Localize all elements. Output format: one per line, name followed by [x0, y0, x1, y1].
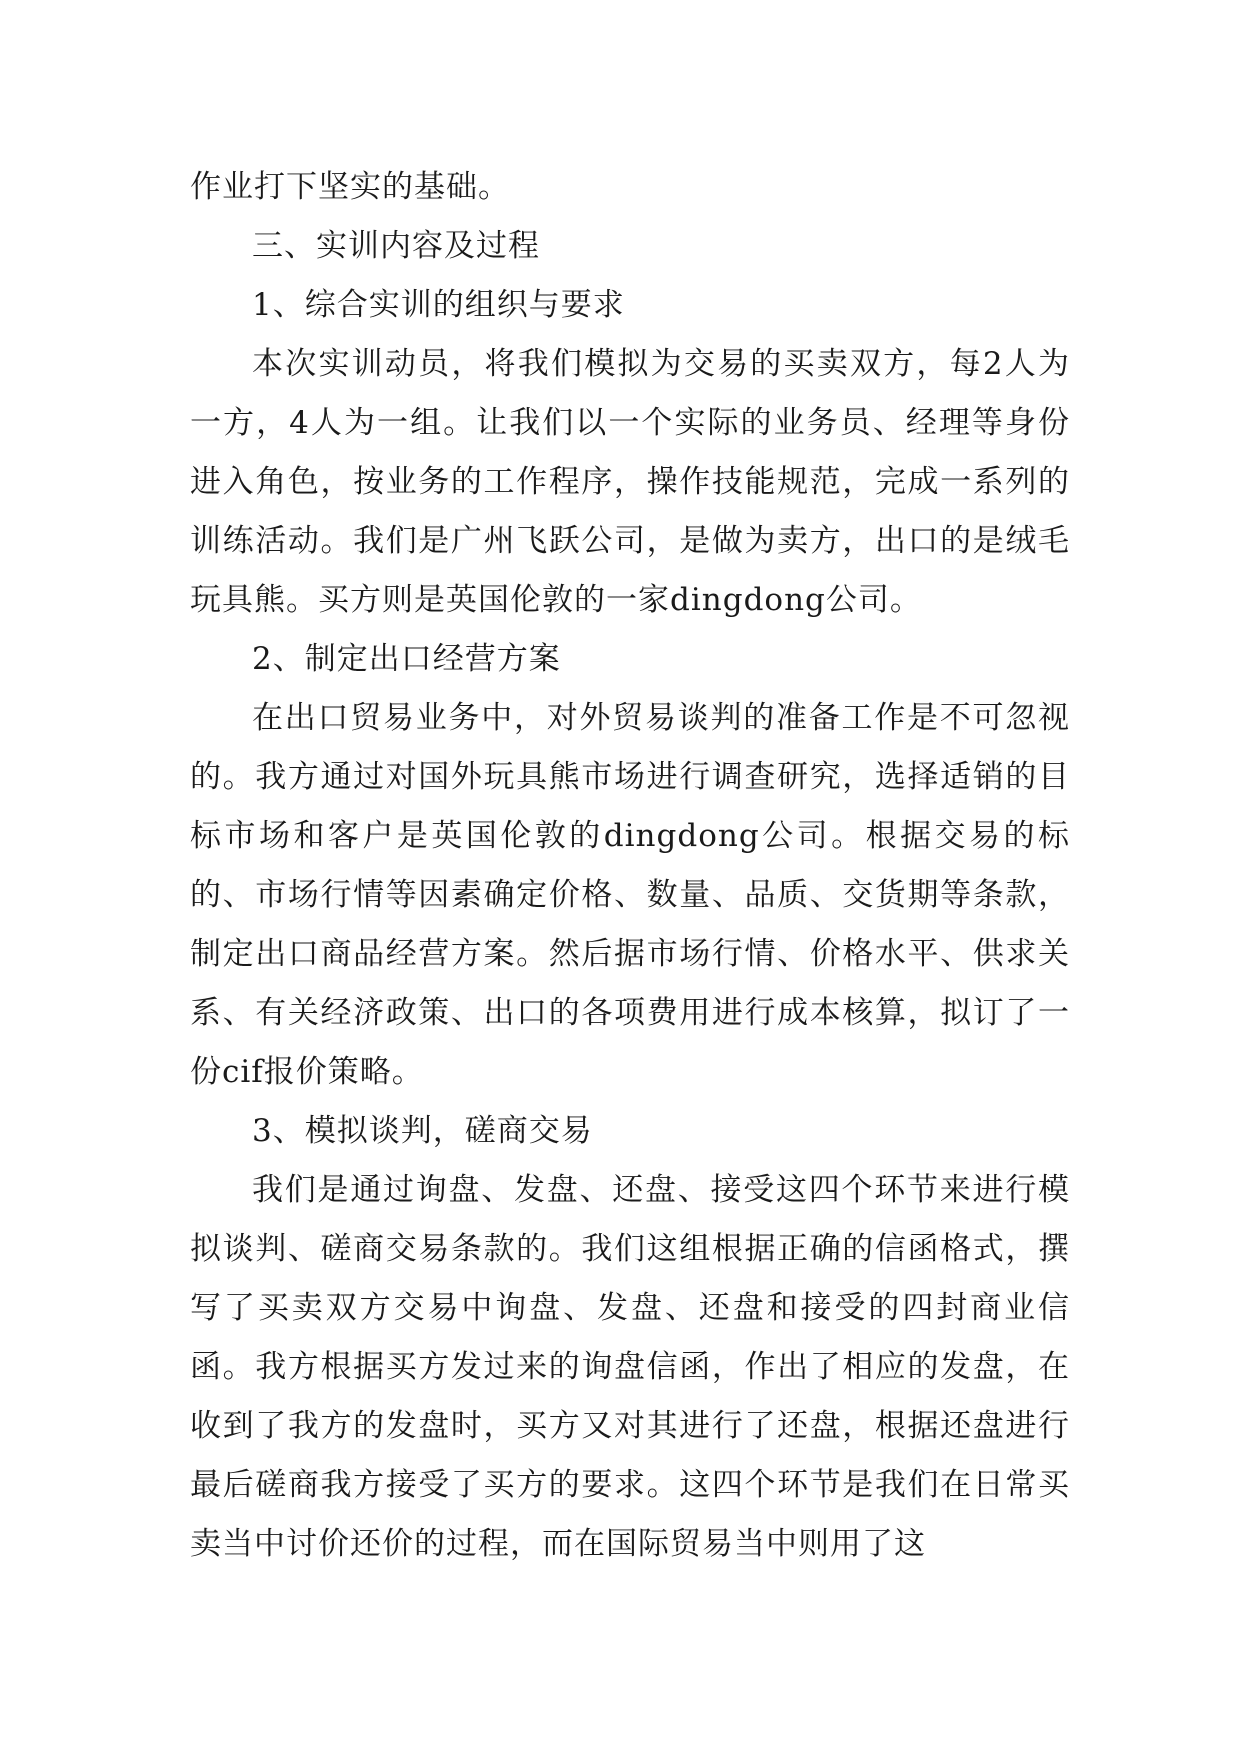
subsection-heading-2: 2、制定出口经营方案: [252, 641, 561, 677]
paragraph-organization: 本次实训动员，将我们模拟为交易的买卖双方，每2人为一方，4人为一组。让我们以一个实际的业务员、经理等身份进入角色，按业务的工作程序，操作技能规范，完成一系列的训练活动。我们是广州飞跃公司，是做为卖方，出口的是绒毛玩具熊。买方则是英国伦敦的一家dingdong公司。: [190, 346, 1070, 618]
body-text: [190, 158, 1070, 1574]
paragraph-export-plan: 在出口贸易业务中，对外贸易谈判的准备工作是不可忽视的。我方通过对国外玩具熊市场进行调查研究，选择适销的目标市场和客户是英国伦敦的dingdong公司。根据交易的标的、市场行情等因素确定价格、数量、品质、交货期等条款，制定出口商品经营方案。然后据市场行情、价格水平、供求关系、有关经济政策、出口的各项费用进行成本核算，拟订了一份cif报价策略。: [190, 700, 1070, 1090]
subsection-heading-1: 1、综合实训的组织与要求: [252, 287, 625, 323]
section-heading: 三、实训内容及过程: [252, 228, 540, 264]
paragraph-negotiation: 我们是通过询盘、发盘、还盘、接受这四个环节来进行模拟谈判、磋商交易条款的。我们这组根据正确的信函格式，撰写了买卖双方交易中询盘、发盘、还盘和接受的四封商业信函。我方根据买方发过来的询盘信函，作出了相应的发盘，在收到了我方的发盘时，买方又对其进行了还盘，根据还盘进行最后磋商我方接受了买方的要求。这四个环节是我们在日常买卖当中讨价还价的过程，而在国际贸易当中则用了这: [190, 1172, 1070, 1562]
paragraph-continuation: 作业打下坚实的基础。: [190, 169, 510, 205]
subsection-heading-3: 3、模拟谈判，磋商交易: [252, 1113, 593, 1149]
